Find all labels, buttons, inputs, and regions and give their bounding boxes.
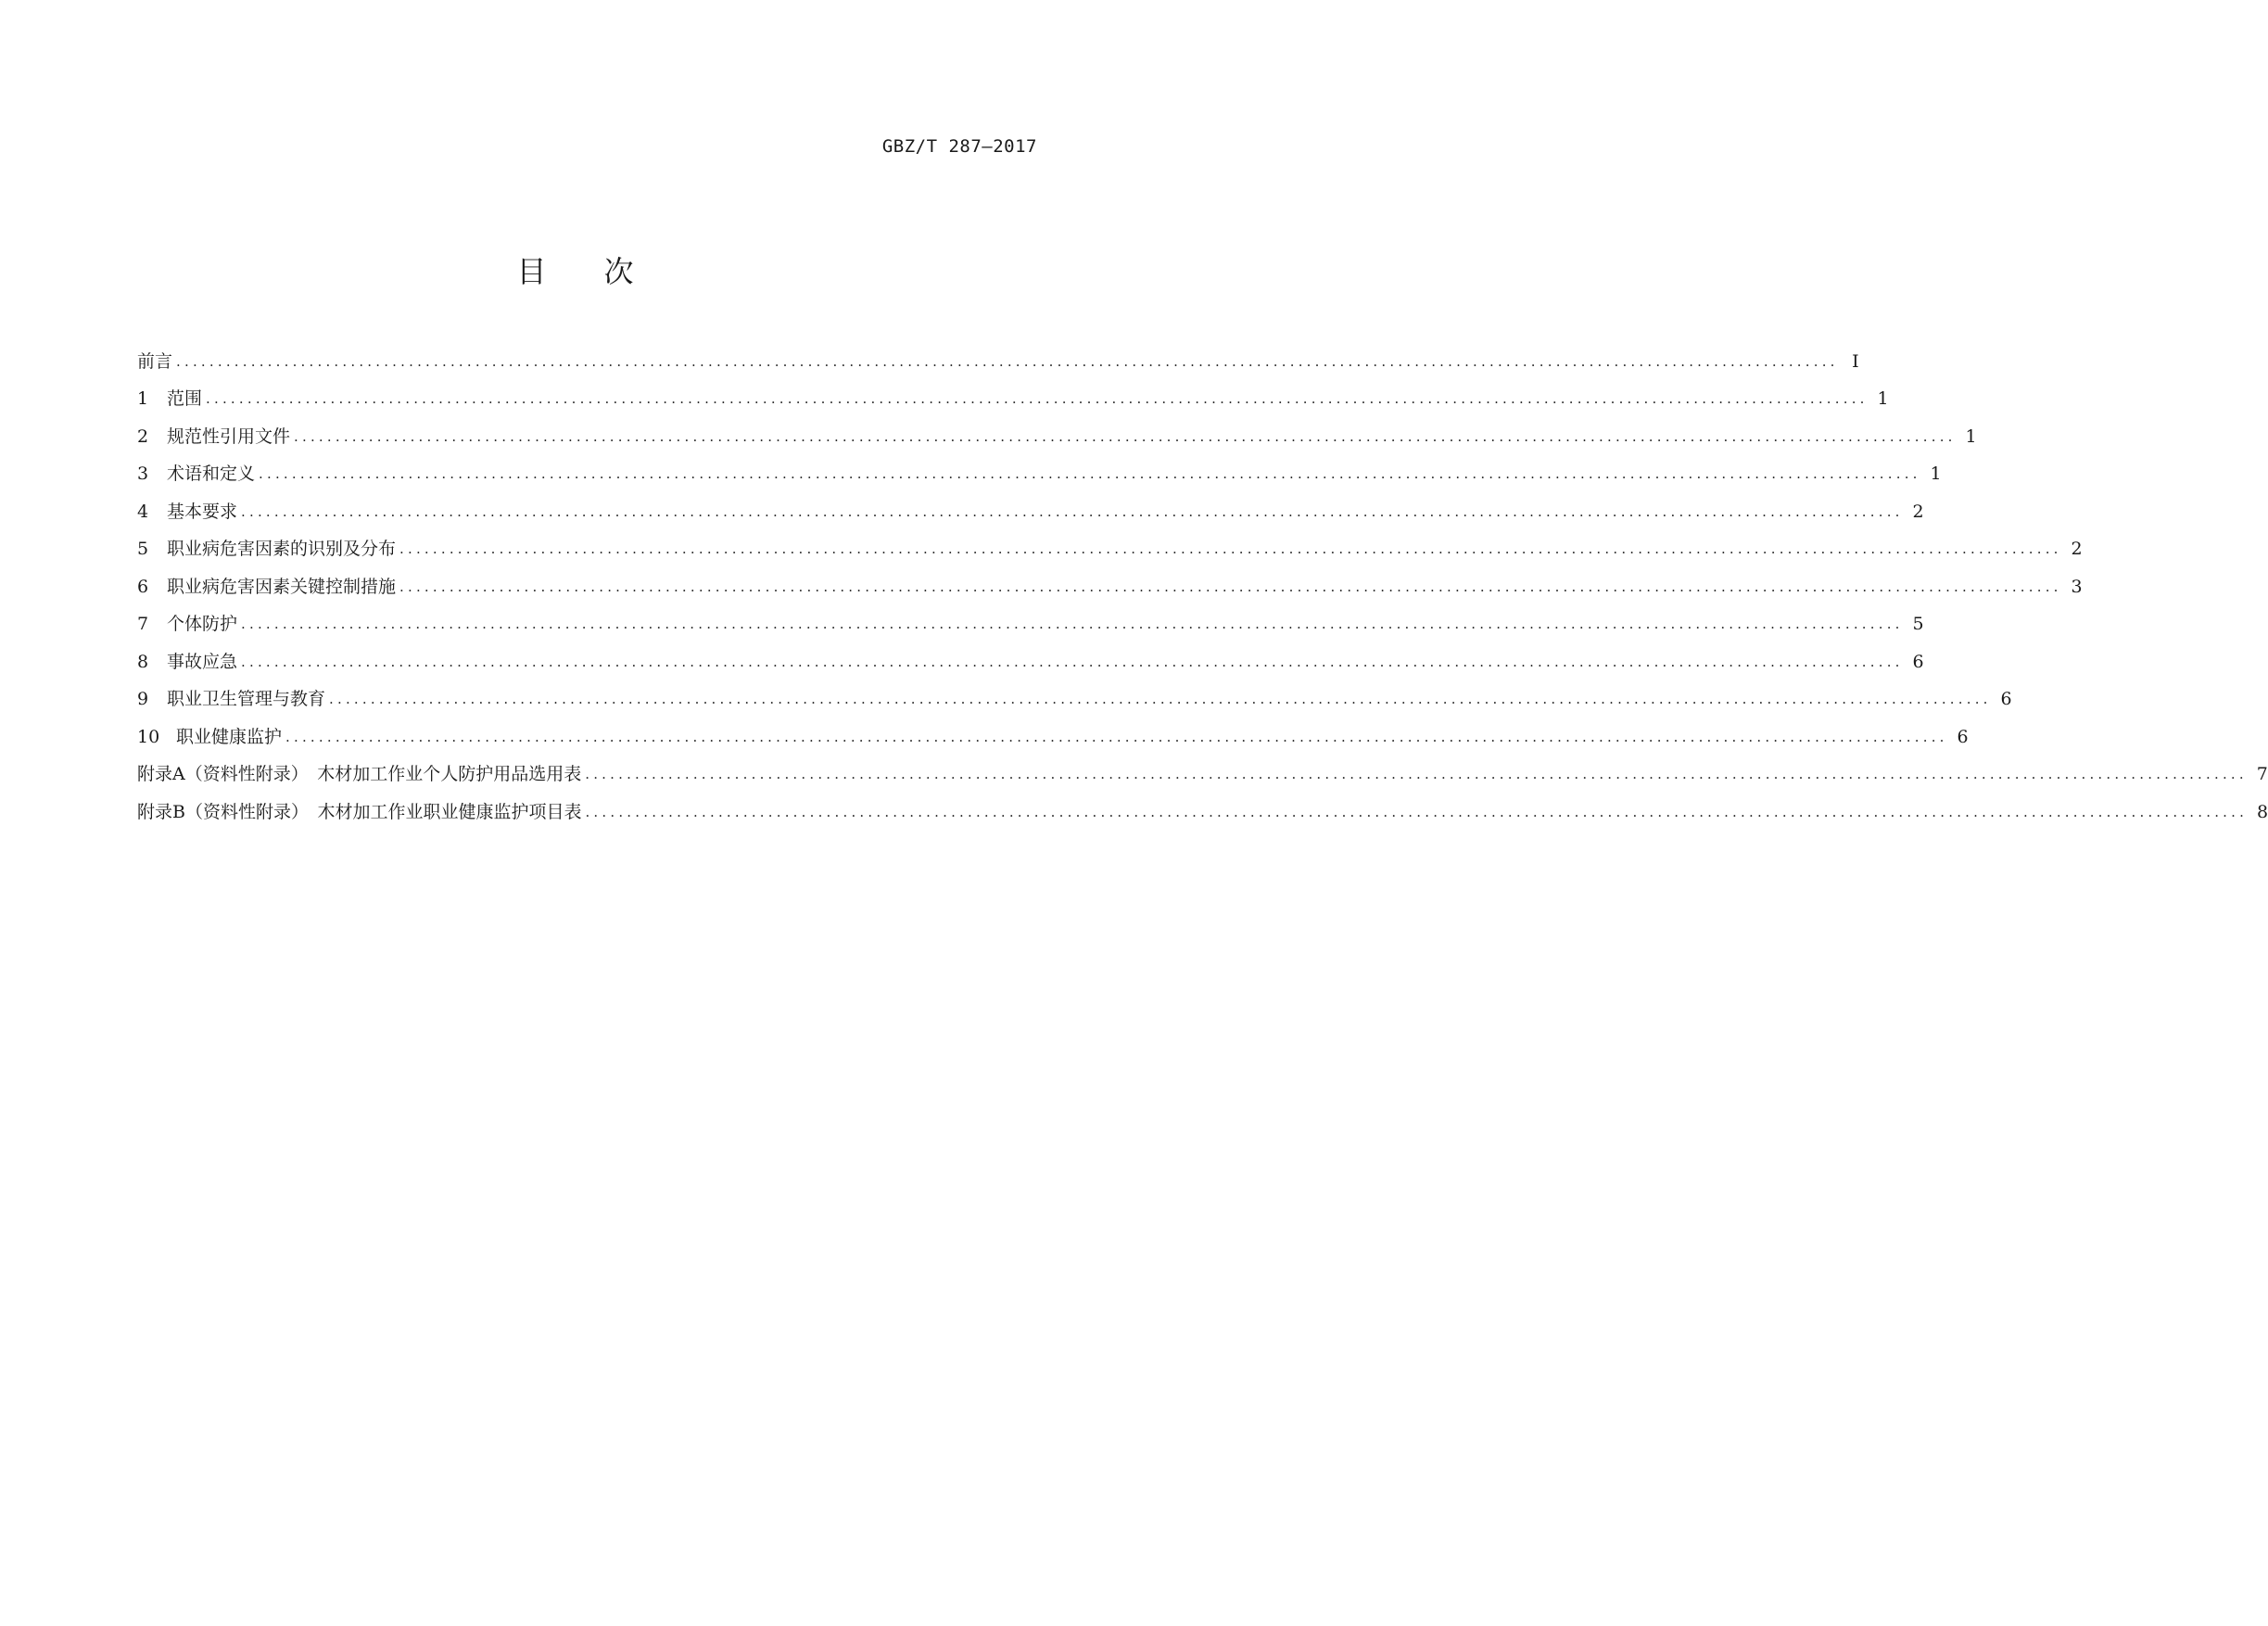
toc-section-number: 10 [137,726,160,747]
toc-page-number: 3 [2071,576,2083,597]
toc-leader-dots: ........................................................................................................................................................................................................ [259,465,1921,483]
toc-entry-label: 术语和定义 [167,464,256,485]
toc-entry-5[interactable] [137,531,2083,569]
toc-section-number: 3 [137,464,149,485]
toc-entry-label: 职业卫生管理与教育 [167,689,326,710]
standard-code: GBZ/T 287—2017 [881,136,1037,157]
toc-section-number: 1 [137,388,149,410]
toc-entry-appendix-b[interactable] [137,794,2268,832]
toc-entry-10[interactable] [137,718,1969,756]
toc-leader-dots: ........................................................................................................................................................................................................ [241,502,1904,520]
toc-page-number: 6 [1912,651,1924,672]
toc-entry-6[interactable] [137,568,2083,606]
toc-page-number: 5 [1912,614,1924,635]
toc-entry-label: 附录B（资料性附录） 木材加工作业职业健康监护项目表 [137,801,582,822]
toc-leader-dots: ........................................................................................................................................................................................................ [241,653,1904,670]
toc-leader-dots: ........................................................................................................................................................................................................ [399,578,2062,595]
page-title: 目次 [516,254,691,289]
toc-page-number: 2 [2071,539,2083,560]
toc-section-number: 8 [137,651,149,672]
toc-leader-dots: ........................................................................................................................................................................................................ [294,427,1957,445]
toc-leader-dots: ........................................................................................................................................................................................................ [329,691,1992,708]
toc-page-number: I [1852,350,1859,372]
toc-entry-7[interactable] [137,606,1924,644]
toc-page-number: 7 [2256,764,2268,785]
toc-page-number: 1 [1965,426,1977,447]
toc-entry-label: 基本要求 [167,501,238,522]
toc-entry-label: 个体防护 [167,614,238,635]
toc-section-number: 4 [137,501,149,522]
table-of-contents [137,343,2268,832]
toc-page-number: 6 [1957,726,1969,747]
toc-leader-dots: ........................................................................................................................................................................................................ [399,540,2062,558]
toc-entry-4[interactable] [137,493,1924,531]
toc-leader-dots: ........................................................................................................................................................................................................ [241,616,1904,633]
toc-entry-1[interactable] [137,381,1889,419]
toc-entry-label: 职业病危害因素的识别及分布 [167,539,397,560]
toc-page-number: 6 [2000,689,2012,710]
toc-section-number: 6 [137,576,149,597]
toc-section-number: 9 [137,689,149,710]
toc-entry-label: 附录A（资料性附录） 木材加工作业个人防护用品选用表 [137,764,582,785]
toc-entry-3[interactable] [137,456,1942,494]
toc-page-number: 1 [1877,388,1889,410]
toc-entry-appendix-a[interactable] [137,756,2268,794]
toc-entry-2[interactable] [137,418,1977,456]
toc-entry-label: 前言 [137,350,173,372]
toc-entry-label: 范围 [167,388,203,410]
toc-section-number: 2 [137,426,149,447]
toc-page-number: 1 [1930,464,1942,485]
toc-leader-dots: ........................................................................................................................................................................................................ [585,803,2249,820]
toc-page-number: 8 [2257,801,2268,822]
toc-leader-dots: ........................................................................................................................................................................................................ [176,352,1839,370]
toc-page-number: 2 [1912,501,1924,522]
toc-section-number: 5 [137,539,149,560]
toc-entry-label: 职业病危害因素关键控制措施 [167,576,397,597]
toc-entry-9[interactable] [137,681,2012,719]
toc-leader-dots: ........................................................................................................................................................................................................ [206,390,1869,408]
toc-entry-label: 事故应急 [167,651,238,672]
toc-leader-dots: ........................................................................................................................................................................................................ [585,766,2248,783]
toc-entry-label: 职业健康监护 [176,726,283,747]
toc-entry-foreword[interactable] [137,343,1859,381]
toc-entry-label: 规范性引用文件 [167,426,291,447]
toc-leader-dots: ........................................................................................................................................................................................................ [285,728,1948,745]
toc-section-number: 7 [137,614,149,635]
toc-entry-8[interactable] [137,643,1924,681]
